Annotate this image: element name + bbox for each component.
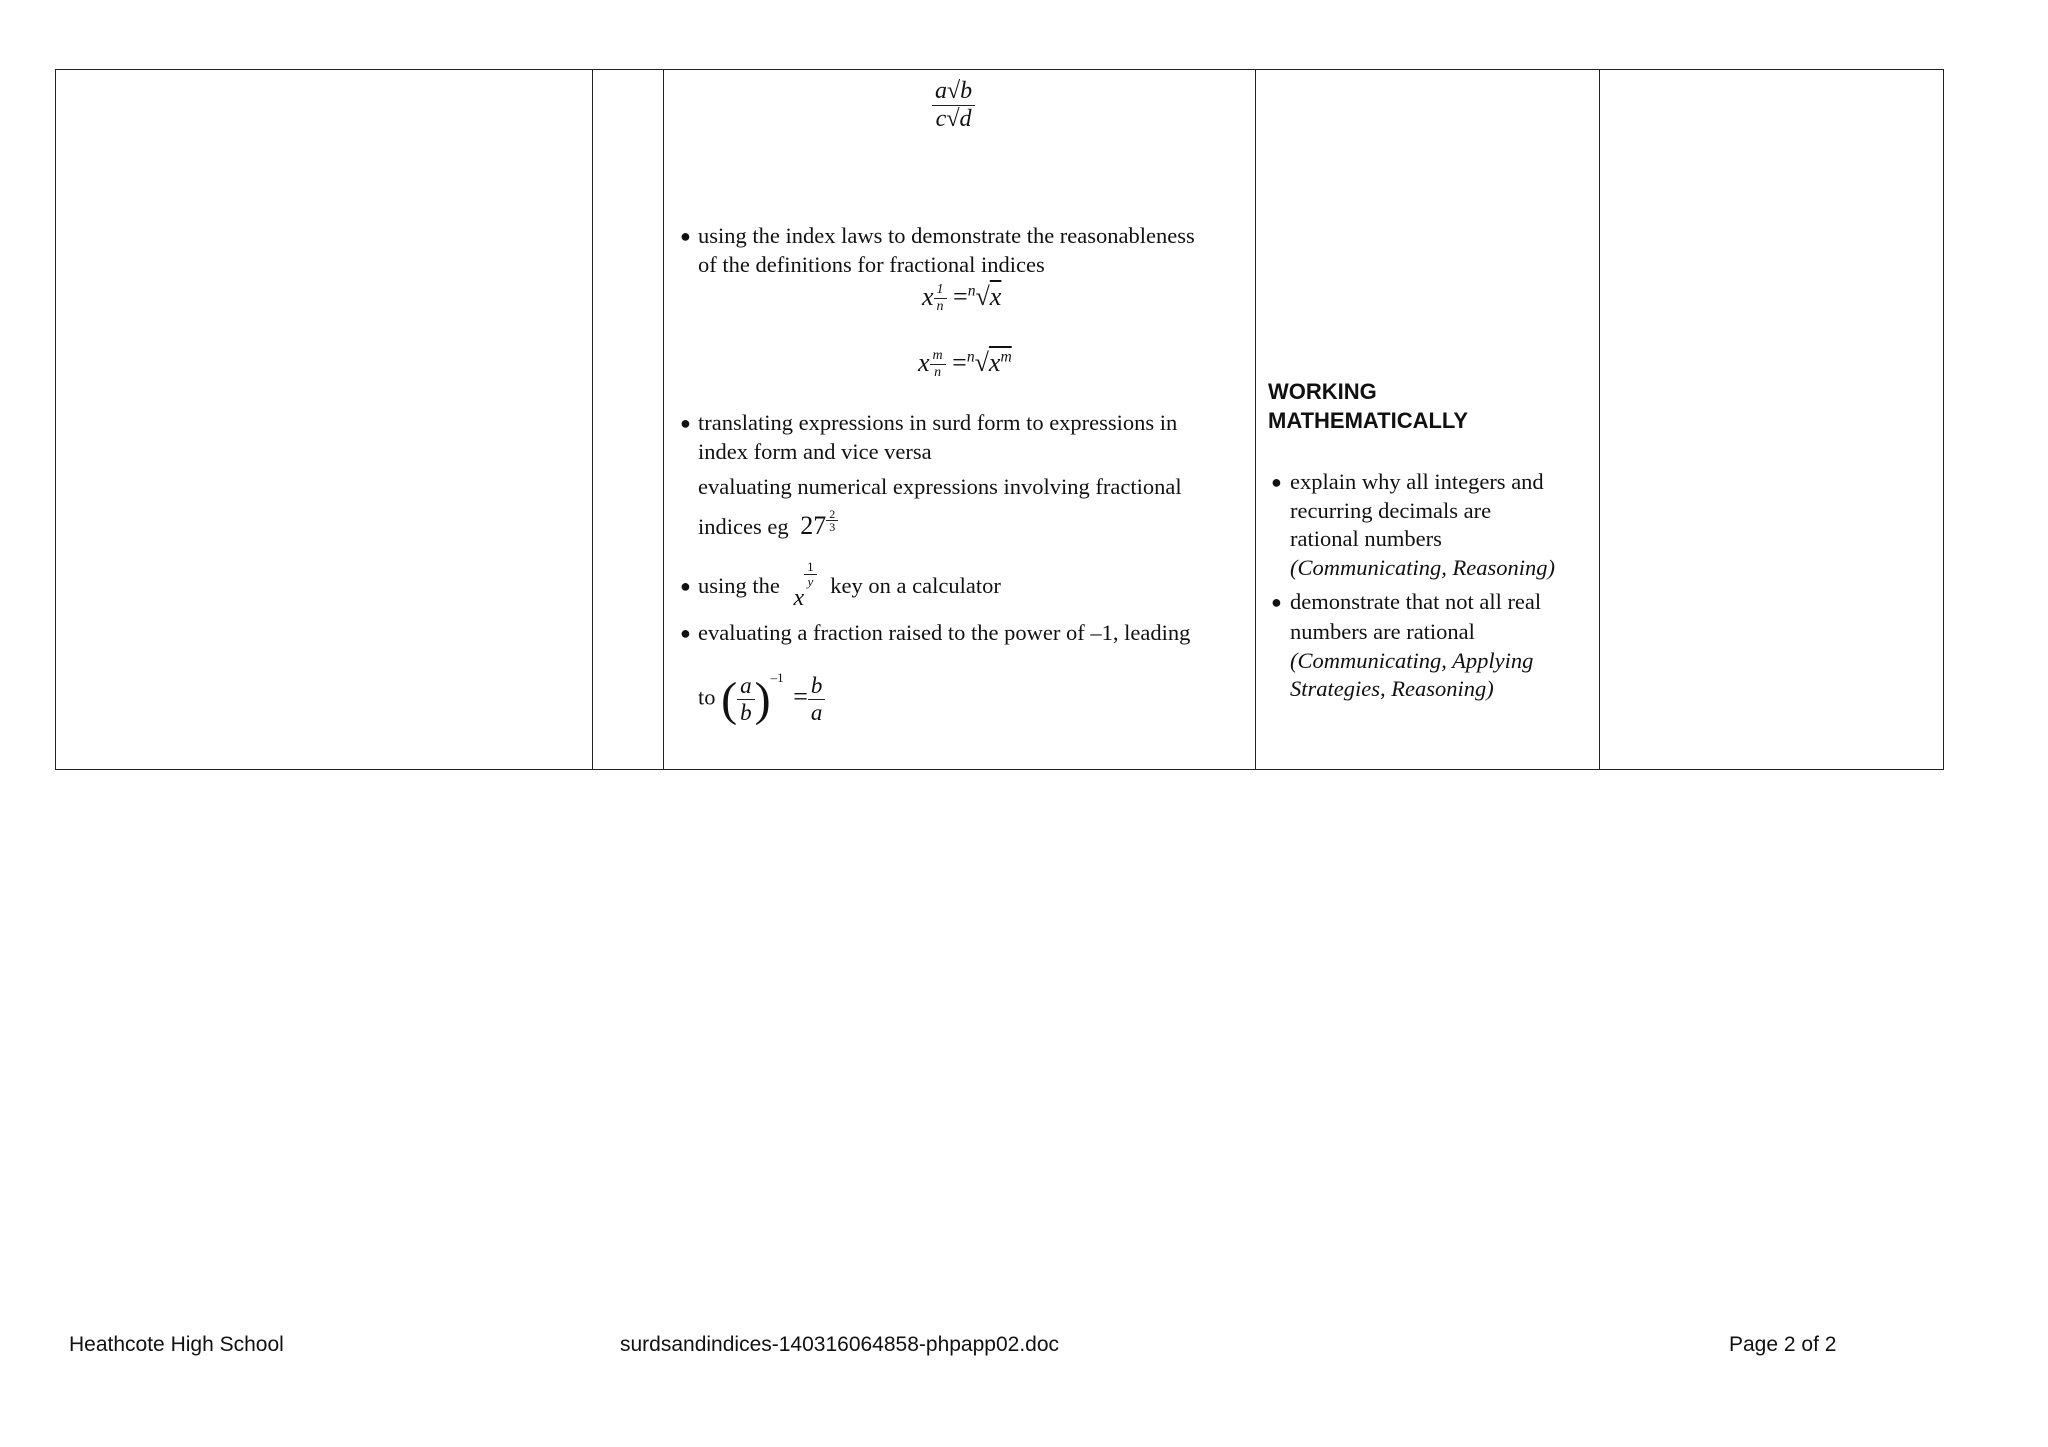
bullet-text: using the index laws to demonstrate the reasonableness — [698, 223, 1195, 248]
bullet-icon: ● — [680, 576, 691, 596]
exponent-num: 1 — [934, 282, 947, 299]
section-heading: MATHEMATICALLY — [1268, 408, 1469, 433]
exponent-num: m — [930, 348, 946, 365]
col-divider — [1599, 69, 1600, 770]
root-index: n — [966, 348, 975, 366]
strand-text: Strategies, Reasoning) — [1290, 676, 1494, 701]
bullet-icon: ● — [1271, 592, 1282, 612]
example-num: 2 — [826, 508, 838, 521]
bullet-text: of the definitions for fractional indices — [698, 252, 1045, 277]
text: to — [698, 684, 716, 710]
fraction-den: a — [810, 700, 823, 725]
fraction-num: b — [808, 673, 826, 700]
bullet-text: rational numbers — [1290, 526, 1442, 551]
exponent-den: n — [934, 365, 942, 380]
fraction-denominator: c√d — [935, 106, 972, 132]
fraction-num: a — [737, 673, 755, 700]
bullet-text: evaluating numerical expressions involving fractional — [698, 474, 1182, 499]
exponent-den: n — [936, 299, 944, 314]
surd-fraction — [932, 78, 975, 133]
formula-nth-root: x $\frac{1}{n}$ =$^n$√x — [922, 282, 1002, 314]
text: key on a calculator — [830, 573, 1001, 598]
footer-page-number: Page 2 of 2 — [1729, 1333, 1837, 1356]
bullet-icon: ● — [680, 623, 691, 643]
bullet-text — [698, 559, 1001, 611]
formula-base: x — [922, 282, 934, 311]
fraction-den: b — [740, 700, 752, 725]
strand-text: (Communicating, Reasoning) — [1290, 555, 1555, 580]
bullet-text: demonstrate that not all real — [1290, 589, 1542, 614]
col-divider — [1943, 69, 1944, 770]
bullet-icon: ● — [1271, 472, 1282, 492]
bullet-text: index form and vice versa — [698, 439, 932, 464]
formula-nth-root-power: x $\frac{m}{n}$ $=^n√x^m$ — [918, 348, 1012, 380]
text: indices eg — [698, 514, 789, 539]
key-num: 1 — [804, 560, 817, 575]
footer-filename: surdsandindices-140316064858-phpapp02.doc — [620, 1333, 1060, 1356]
bullet-icon: ● — [680, 413, 691, 433]
bullet-text: numbers are rational — [1290, 619, 1475, 644]
radicand: x — [989, 282, 1002, 311]
strand-text: (Communicating, Applying — [1290, 648, 1534, 673]
col-divider — [663, 69, 664, 770]
table-top-border — [55, 69, 1944, 70]
fraction-numerator: a√b — [932, 78, 975, 106]
col-divider — [55, 69, 56, 770]
bullet-text: recurring decimals are — [1290, 498, 1492, 523]
power: –1 — [770, 670, 784, 686]
bullet-icon: ● — [680, 226, 691, 246]
col-divider — [1255, 69, 1256, 770]
footer-school: Heathcote High School — [69, 1333, 284, 1356]
table-bottom-border — [55, 769, 1944, 770]
bullet-text — [698, 507, 838, 541]
col-divider — [592, 69, 593, 770]
root-index: n — [967, 282, 976, 300]
radicand-power: m — [1000, 348, 1012, 366]
text: using the — [698, 573, 780, 598]
bullet-text: translating expressions in surd form to expressions in — [698, 410, 1178, 435]
bullet-text: explain why all integers and — [1290, 469, 1544, 494]
key-base: x — [793, 585, 805, 611]
radicand: x — [988, 348, 1001, 377]
key-den: y — [807, 574, 814, 589]
bullet-text: evaluating a fraction raised to the power of –1, leading — [698, 620, 1191, 645]
example-base: 27 — [800, 511, 827, 540]
reciprocal-formula: to ( $\frac{a}{b}$ )$^{-1}$ = $\frac{b}{a}$ — [698, 672, 825, 727]
section-heading: WORKING — [1268, 379, 1377, 404]
formula-base: x — [918, 348, 930, 377]
example-den: 3 — [829, 520, 836, 534]
